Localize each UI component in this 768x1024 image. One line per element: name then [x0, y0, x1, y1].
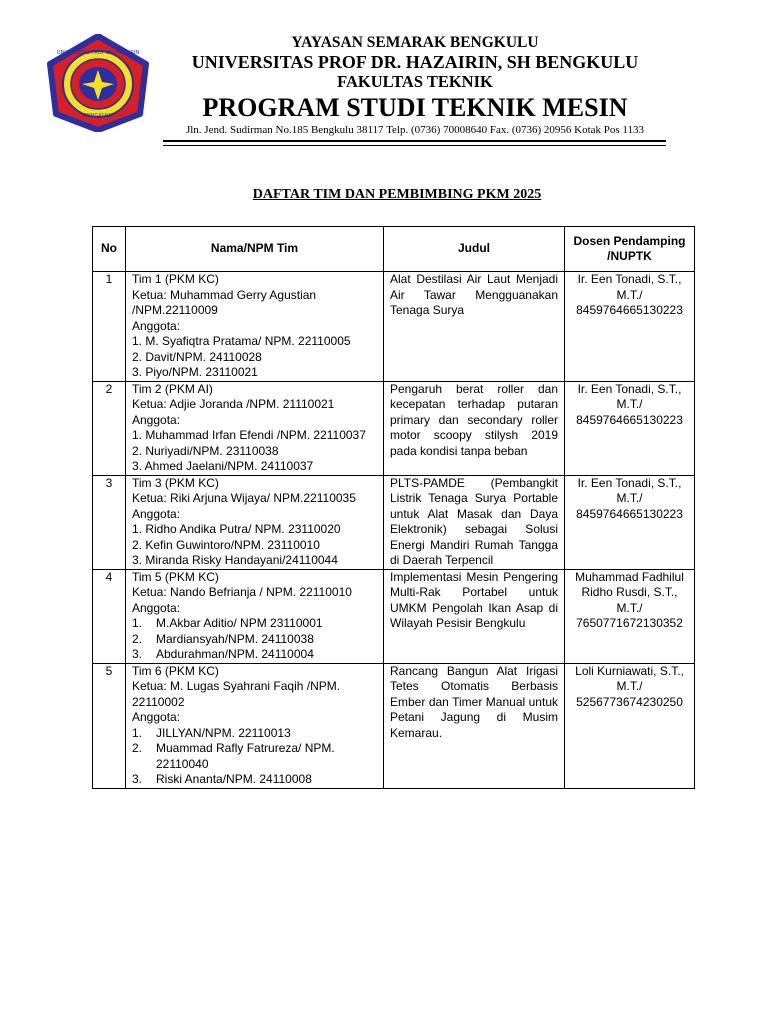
team-leader: Ketua: M. Lugas Syahrani Faqih /NPM. 22110002 [132, 679, 341, 709]
table-row [93, 381, 695, 475]
team-leader: Ketua: Muhammad Gerry Agustian /NPM.22110009 [132, 287, 317, 317]
team-leader: Ketua: Nando Befrianja / NPM. 22110010 [132, 585, 352, 599]
svg-text:BENGKULU: BENGKULU [83, 113, 113, 119]
team-leader: Ketua: Riki Arjuna Wijaya/ NPM.22110035 [132, 491, 356, 505]
letterhead-rule-thin [163, 145, 666, 146]
member-item: 3. Miranda Risky Handayani/24110044 [132, 553, 338, 567]
members-label: Anggota: [132, 600, 181, 615]
team-cell [126, 272, 384, 382]
foundation-name: YAYASAN SEMARAK BENGKULU [291, 34, 539, 51]
team-name: Tim 1 (PKM KC) [132, 272, 219, 286]
member-item: 2. Muammad Rafly Fatrureza/ NPM. 22110040 [132, 741, 335, 771]
members-label: Anggota: [132, 710, 181, 724]
supervisor-cell: Muhammad Fadhilul Ridho Rusdi, S.T., M.T./ 7650771672130352 [565, 569, 695, 663]
member-item: 3. Abdurahman/NPM. 24110004 [132, 647, 314, 661]
member-item: 1. M. Syafiqtra Pratama/ NPM. 22110005 [132, 334, 351, 348]
team-name: Tim 6 (PKM KC) [132, 663, 219, 678]
team-cell [126, 663, 384, 788]
letterhead-rule-thick [163, 140, 666, 142]
team-cell [126, 569, 384, 663]
title-cell: Rancang Bangun Alat Irigasi Tetes Otomatis Berbasis Ember dan Timer Manual untuk Petani Jagung di Musim Kemarau. [384, 663, 565, 788]
title-cell: Implementasi Mesin Pengering Multi-Rak Portabel untuk UMKM Pengolah Ikan Asap di Wilayah Pesisir Bengkulu [384, 569, 565, 663]
team-name: Tim 2 (PKM AI) [132, 381, 213, 396]
header-no: No [93, 227, 126, 272]
document-title: DAFTAR TIM DAN PEMBIMBING PKM 2025 [252, 187, 542, 202]
letterhead [160, 34, 670, 137]
team-name: Tim 3 (PKM KC) [132, 475, 219, 490]
team-cell [126, 381, 384, 475]
member-item: 2. Mardiansyah/NPM. 24110038 [132, 631, 314, 646]
member-item: 1. M.Akbar Aditio/ NPM 23110001 [132, 616, 323, 630]
team-leader: Ketua: Adjie Joranda /NPM. 21110021 [132, 397, 335, 411]
member-item: 2. Davit/NPM. 24110028 [132, 349, 262, 364]
table-row [93, 663, 695, 788]
member-item: 2. Kefin Guwintoro/NPM. 23110010 [132, 537, 320, 552]
row-no: 3 [93, 475, 126, 569]
university-name: UNIVERSITAS PROF DR. HAZAIRIN, SH BENGKULU [191, 52, 639, 72]
row-no: 5 [93, 663, 126, 788]
team-table [92, 226, 695, 789]
member-item: 1. Muhammad Irfan Efendi /NPM. 22110037 [132, 428, 366, 442]
member-item: 1. Ridho Andika Putra/ NPM. 23110020 [132, 522, 341, 536]
table-header-row [93, 227, 695, 272]
member-item: 3. Riski Ananta/NPM. 24110008 [132, 772, 312, 786]
supervisor-cell: Ir. Een Tonadi, S.T., M.T./ 8459764665130223 [565, 272, 695, 382]
faculty-name: FAKULTAS TEKNIK [337, 72, 493, 91]
program-name: PROGRAM STUDI TEKNIK MESIN [202, 93, 628, 122]
members-label: Anggota: [132, 412, 181, 427]
university-logo [44, 34, 152, 132]
member-item: 3. Ahmed Jaelani/NPM. 24110037 [132, 459, 314, 473]
title-cell: Alat Destilasi Air Laut Menjadi Air Tawar Mengguanakan Tenaga Surya [384, 272, 565, 382]
team-cell [126, 475, 384, 569]
header-judul: Judul [384, 227, 565, 272]
row-no: 1 [93, 272, 126, 382]
header-dosen: Dosen Pendamping /NUPTK [565, 227, 695, 272]
table-row [93, 475, 695, 569]
title-cell: PLTS-PAMDE (Pembangkit Listrik Tenaga Surya Portable untuk Alat Masak dan Daya Elektronik) sebagai Solusi Energi Mandiri Rumah Tangga di Daerah Terpencil [384, 475, 565, 569]
members-label: Anggota: [132, 318, 181, 333]
supervisor-cell: Ir. Een Tonadi, S.T., M.T./ 8459764665130223 [565, 381, 695, 475]
supervisor-cell: Loli Kurniawati, S.T., M.T./ 5256773674230250 [565, 663, 695, 788]
team-name: Tim 5 (PKM KC) [132, 569, 219, 584]
svg-text:UNIVERSITAS PROF DR.HAZAIRIN: UNIVERSITAS PROF DR.HAZAIRIN [56, 50, 140, 56]
row-no: 4 [93, 569, 126, 663]
table-row [93, 569, 695, 663]
members-label: Anggota: [132, 506, 181, 521]
row-no: 2 [93, 381, 126, 475]
member-item: 3. Piyo/NPM. 23110021 [132, 365, 258, 379]
table-row [93, 272, 695, 382]
address: Jln. Jend. Sudirman No.185 Bengkulu 38117 Telp. (0736) 70008640 Fax. (0736) 20956 Kotak Pos 1133 [185, 124, 645, 136]
supervisor-cell: Ir. Een Tonadi, S.T., M.T./ 8459764665130223 [565, 475, 695, 569]
title-cell: Pengaruh berat roller dan kecepatan terhadap putaran primary dan secondary roller motor scoopy stilysh 2019 pada kondisi tanpa beban [384, 381, 565, 475]
member-item: 2. Nuriyadi/NPM. 23110038 [132, 443, 279, 458]
header-tim: Nama/NPM Tim [126, 227, 384, 272]
member-item: 1. JILLYAN/NPM. 22110013 [132, 725, 291, 740]
